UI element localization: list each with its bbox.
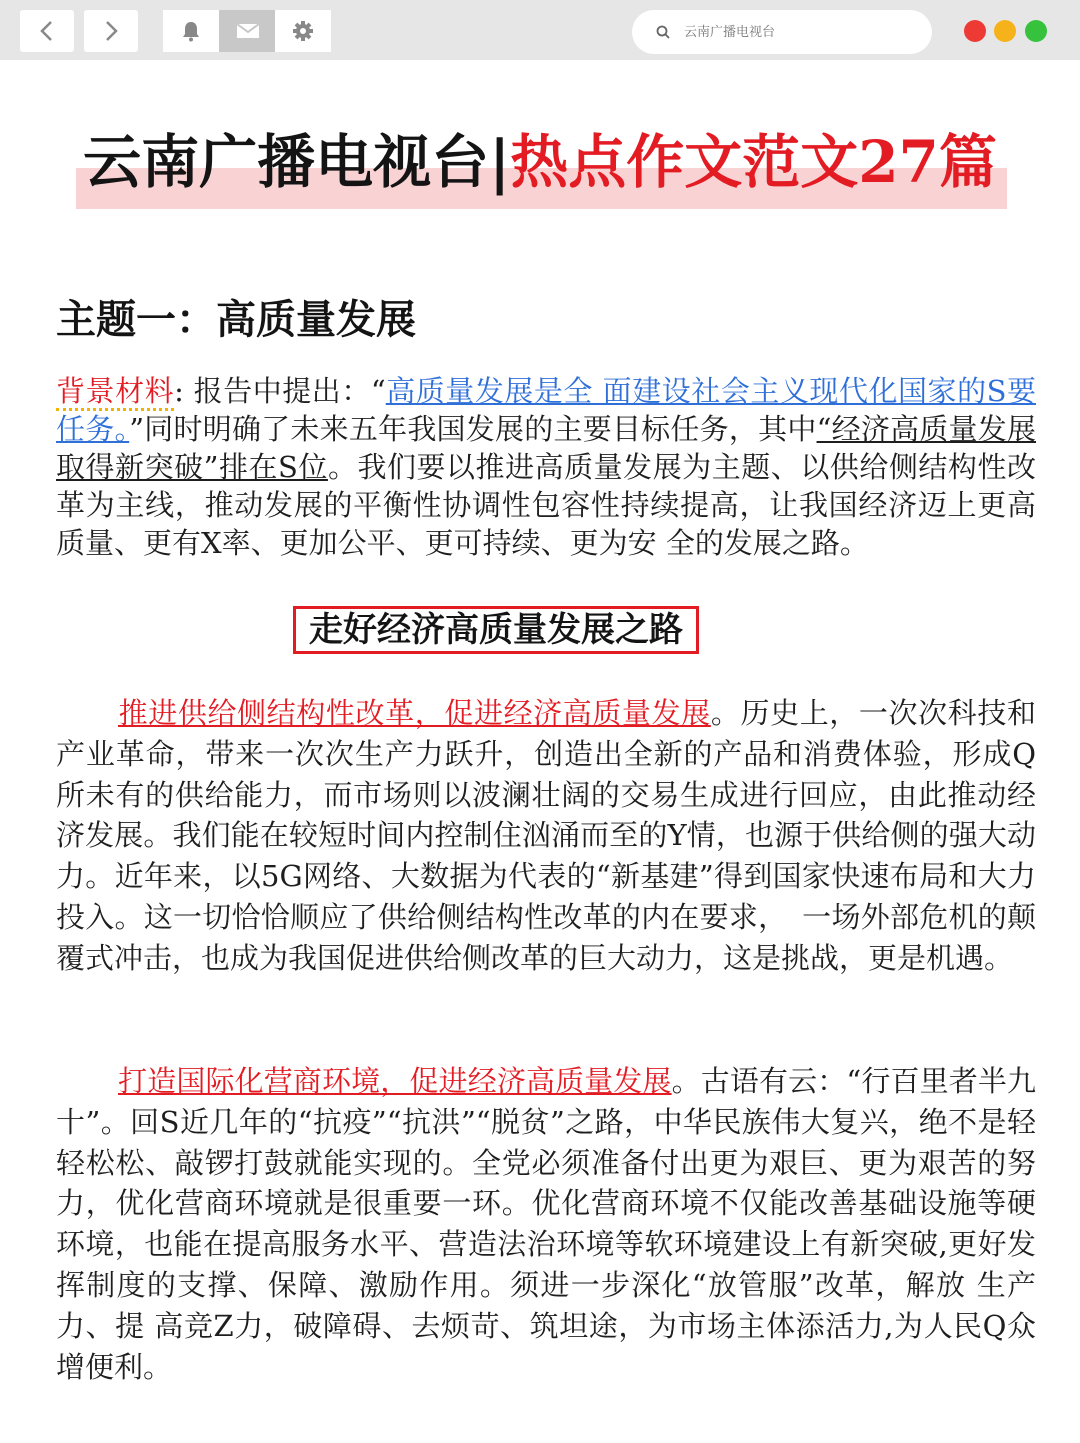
background-paragraph (56, 372, 1036, 562)
title-topic: 热点作文范文27篇 (510, 128, 997, 196)
forward-button[interactable] (84, 10, 138, 52)
paragraph-2-text: 。古语有云：“行百里者半九十”。回S近几年的“抗疫”“抗洪”“脱贫”之路，中华民族伟大复兴，绝不是轻轻松松、敲锣打鼓就能实现的。全党必须准备付出更为艰巨、更为艰苦的努力，优化营商环境就是很重要一环。优化营商环境不仅能改善基础设施等硬环境，也能在提高服务水平、营造法治环境等软环境建设上有新突破,更好发挥制度的支撑、保障、激励作用。须进一步深化“放管服”改革，解放 生产力、提 高竞Z力，破障碍、去烦苛、筑坦途，为市场主体添活力,为人民Q众增便利。 (56, 1064, 1036, 1384)
window-maximize-dot[interactable] (1025, 20, 1047, 42)
search-box[interactable] (632, 10, 932, 54)
page-title (0, 124, 1080, 200)
bell-icon (180, 20, 202, 42)
section-heading: 主题一：高质量发展 (56, 296, 416, 343)
paragraph-1-text: 。历史上，一次次科技和产业革命，带来一次次生产力跃升，创造出全新的产品和消费体验，形成Q所未有的供给能力，而市场则以波澜壮阔的交易生成进行回应，由此推动经济发展。我们能在较短时间内控制住汹涌而至的Y情，也源于供给侧的强大动力。近年来，以5G网络、大数据为代表的“新基建”得到国家快速布局和大力投入。这一切恰恰顺应了供给侧结构性改革的内在要求， 一场外部危机的颠覆式冲击，也成为我国促进供给侧改革的巨大动力，这是挑战，更是机遇。 (56, 696, 1036, 975)
background-label: 背景材料 (56, 374, 174, 411)
chevron-left-icon (37, 20, 57, 42)
window-close-dot[interactable] (964, 20, 986, 42)
title-source: 云南广播电视台 (83, 128, 490, 196)
back-button[interactable] (20, 10, 74, 52)
paragraph-2-lead: 打造国际化营商环境，促进经济高质量发展 (118, 1064, 672, 1098)
quote-link[interactable]: 高质量发展是全 面建设社会主义现代化国家的S要任务。 (56, 374, 1036, 446)
background-underlined: “经济高质量发展取得新突破”排在S位 (56, 412, 1037, 484)
essay-paragraph-2 (56, 1061, 1036, 1387)
notifications-button[interactable] (163, 10, 219, 52)
settings-button[interactable] (275, 10, 331, 52)
background-colon: : (174, 374, 184, 408)
gear-icon (292, 20, 314, 42)
essay-title: 走好经济高质量发展之路 (293, 606, 699, 654)
mail-icon (236, 20, 260, 42)
background-rest: 。我们要以推进高质量发展为主题、以供给侧结构性改革为主线，推动发展的平衡性协调性包容性持续提高，让我国经济迈上更高质量、更有X率、更加公平、更可持续、更为安 全的发展之路。 (56, 450, 1036, 560)
search-input[interactable] (684, 19, 914, 45)
mail-button[interactable] (219, 10, 275, 52)
chevron-right-icon (101, 20, 121, 42)
browser-toolbar (0, 0, 1080, 60)
essay-paragraph-1 (56, 693, 1036, 979)
title-separator: | (489, 128, 511, 196)
background-after-quote: ”同时明确了未来五年我国发展的主要目标任务，其中 (129, 412, 817, 446)
search-icon (656, 25, 670, 39)
window-minimize-dot[interactable] (994, 20, 1016, 42)
background-intro: 报告中提出：“ (193, 374, 386, 408)
paragraph-1-lead: 推进供给侧结构性改革，促进经济高质量发展 (118, 696, 711, 730)
